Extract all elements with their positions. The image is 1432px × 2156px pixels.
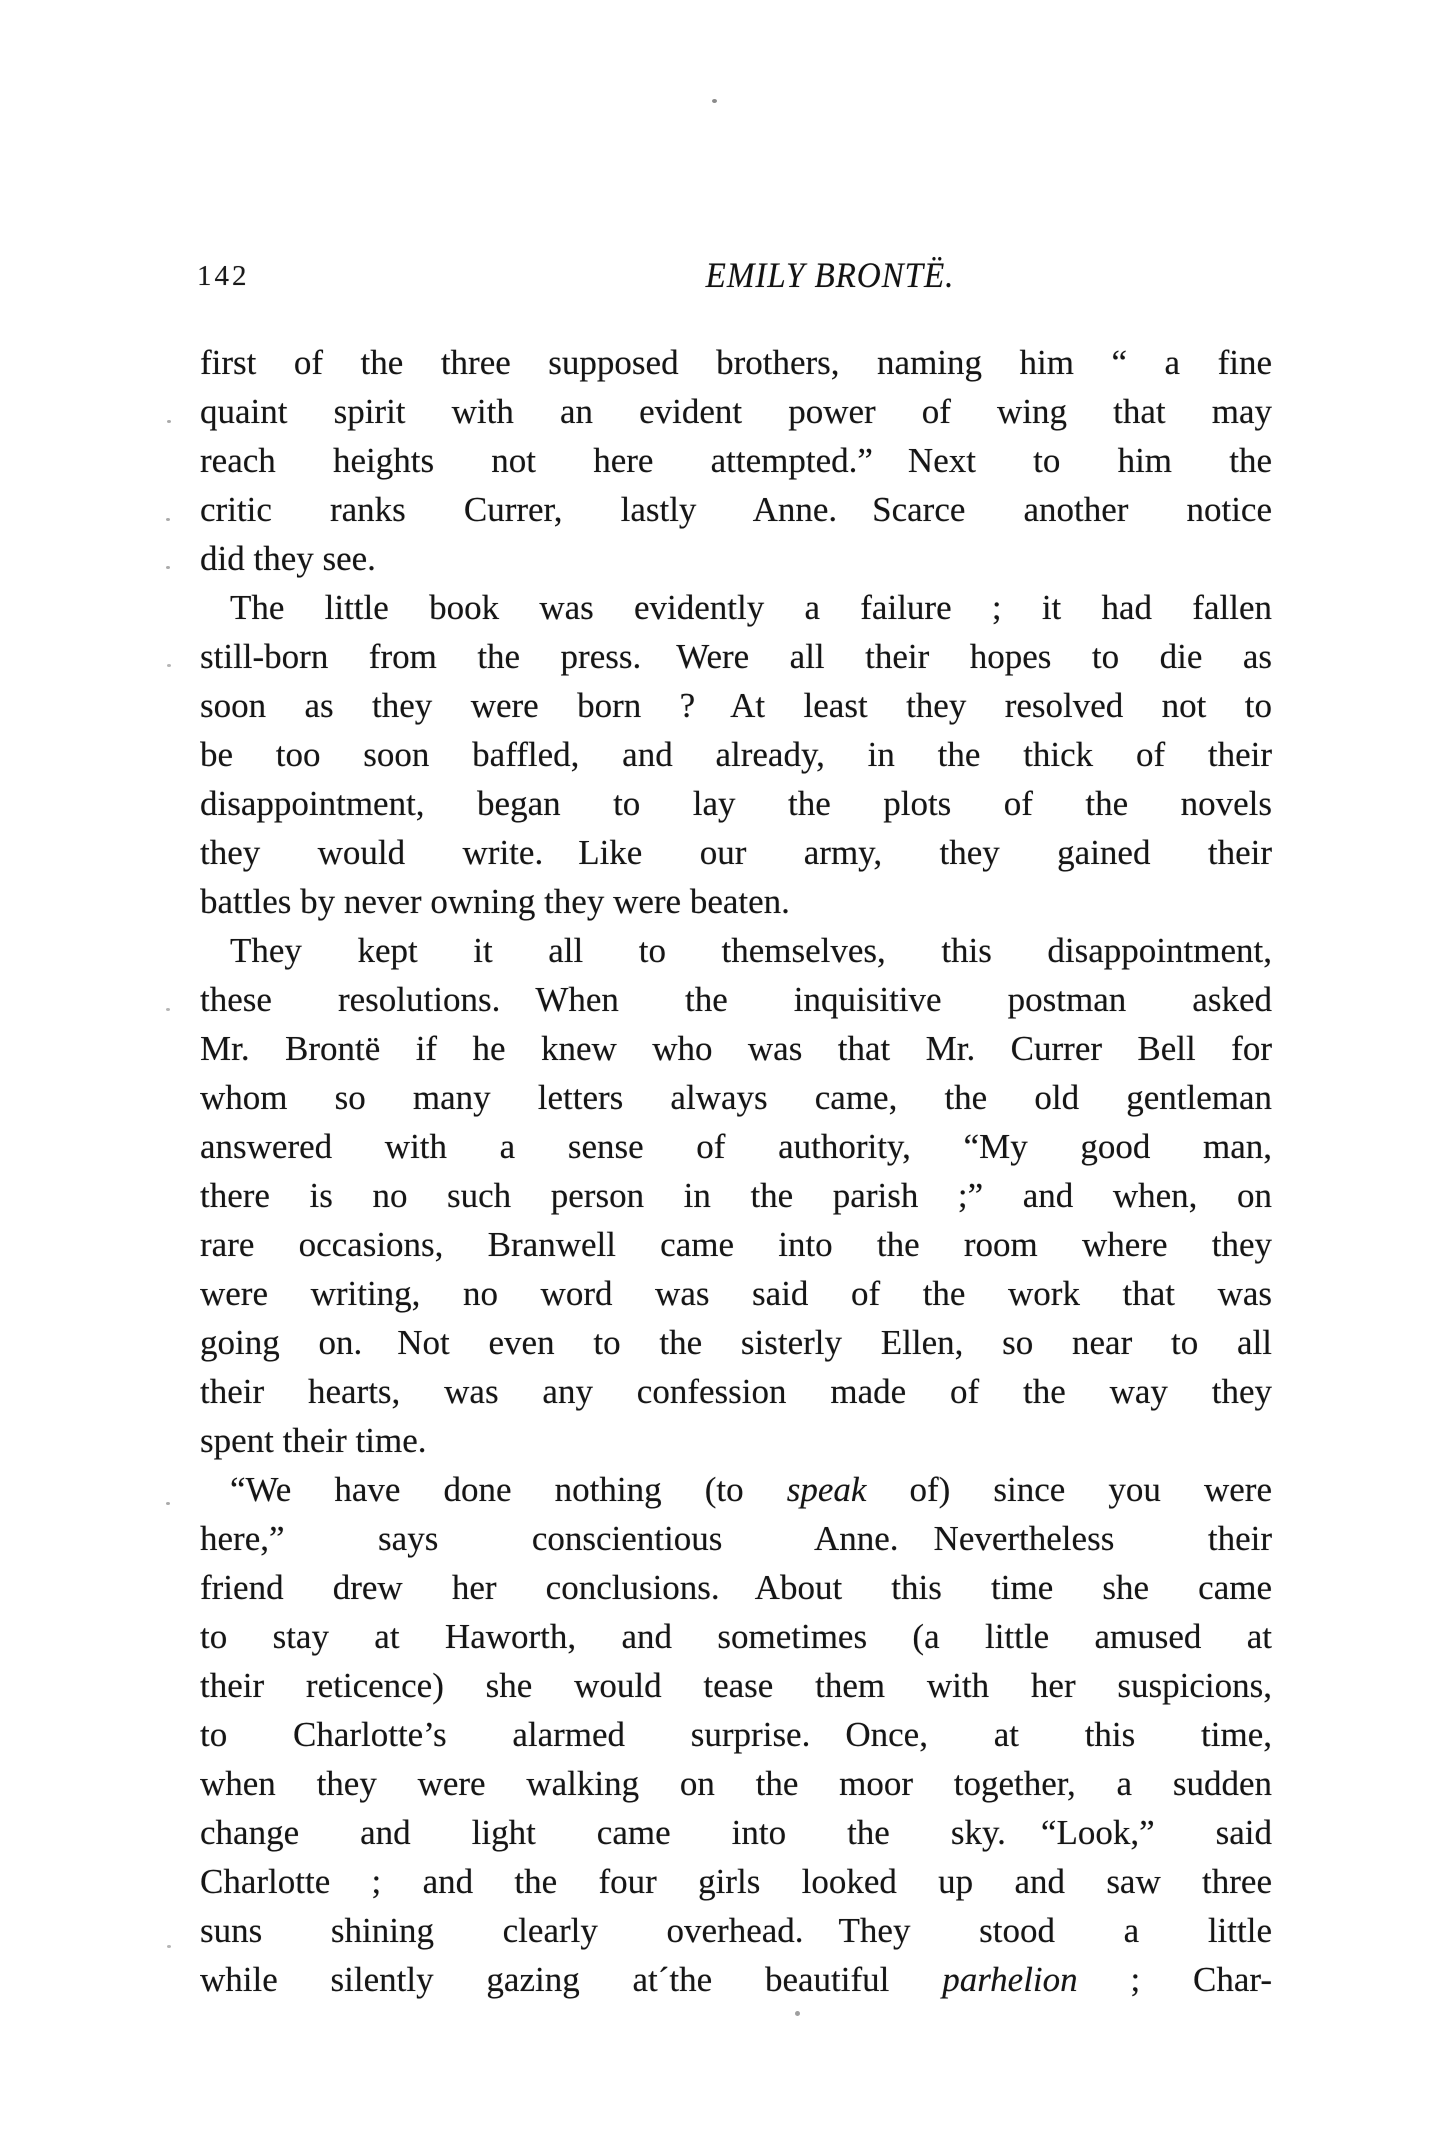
paragraph — [200, 338, 1272, 583]
text-line — [200, 877, 1272, 926]
text-line — [200, 926, 1272, 975]
text-line — [200, 1171, 1272, 1220]
text-run: while silently gazing at´the beautiful — [200, 1960, 943, 1999]
text-run: quaint spirit with an evident power of wing that may — [200, 392, 1272, 431]
text-line — [200, 1563, 1272, 1612]
text-line — [200, 1024, 1272, 1073]
page-text — [200, 338, 1272, 2004]
paragraph — [200, 1465, 1272, 2004]
text-run: Mr. Brontë if he knew who was that Mr. Currer Bell for — [200, 1029, 1272, 1068]
text-line — [200, 828, 1272, 877]
text-line — [200, 436, 1272, 485]
text-run: Charlotte ; and the four girls looked up and saw three — [200, 1862, 1272, 1901]
scan-speck — [166, 1008, 170, 1011]
running-title: EMILY BRONTË. — [705, 255, 955, 295]
scan-speck — [712, 99, 717, 103]
text-run: critic ranks Currer, lastly Anne. Scarce another notice — [200, 490, 1272, 529]
paragraph — [200, 583, 1272, 926]
text-run: of) since you were — [866, 1470, 1272, 1509]
text-line — [200, 1808, 1272, 1857]
text-run: they would write. Like our army, they gained their — [200, 833, 1272, 872]
text-line — [200, 1661, 1272, 1710]
scan-speck — [795, 2011, 800, 2016]
text-line — [200, 1612, 1272, 1661]
text-run: They kept it all to themselves, this disappointment, — [230, 931, 1272, 970]
page-number: 142 — [197, 260, 250, 292]
text-run: to stay at Haworth, and sometimes (a little amused at — [200, 1617, 1272, 1656]
text-run: answered with a sense of authority, “My good man, — [200, 1127, 1272, 1166]
text-run: friend drew her conclusions. About this time she came — [200, 1568, 1272, 1607]
text-line — [200, 1955, 1272, 2004]
text-line — [200, 730, 1272, 779]
text-run: whom so many letters always came, the old gentleman — [200, 1078, 1272, 1117]
text-run: their hearts, was any confession made of the way they — [200, 1372, 1272, 1411]
text-run: The little book was evidently a failure ; it had fallen — [230, 588, 1272, 627]
text-line — [200, 975, 1272, 1024]
text-run: soon as they were born ? At least they resolved not to — [200, 686, 1272, 725]
scan-speck — [166, 1502, 170, 1505]
text-run: rare occasions, Branwell came into the room where they — [200, 1225, 1272, 1264]
text-line — [200, 485, 1272, 534]
text-line — [200, 1514, 1272, 1563]
text-line — [200, 1318, 1272, 1367]
scan-speck — [167, 420, 171, 423]
text-run: when they were walking on the moor together, a sudden — [200, 1764, 1272, 1803]
text-run: there is no such person in the parish ;” and when, on — [200, 1176, 1272, 1215]
italic-text: parhelion — [942, 1960, 1078, 1999]
text-run: “We have done nothing (to — [230, 1470, 787, 1509]
scan-speck — [167, 1945, 171, 1948]
text-line — [200, 1759, 1272, 1808]
text-run: reach heights not here attempted.” Next to him the — [200, 441, 1272, 480]
text-line — [200, 632, 1272, 681]
text-line — [200, 583, 1272, 632]
text-run: change and light came into the sky. “Look,” said — [200, 1813, 1272, 1852]
scan-speck — [166, 566, 170, 569]
text-line — [200, 779, 1272, 828]
text-run: were writing, no word was said of the work that was — [200, 1274, 1272, 1313]
text-run: battles by never owning they were beaten. — [200, 882, 790, 921]
text-line — [200, 1906, 1272, 1955]
text-run: suns shining clearly overhead. They stood a little — [200, 1911, 1272, 1950]
scan-speck — [166, 518, 170, 521]
text-run: spent their time. — [200, 1421, 427, 1460]
text-run: their reticence) she would tease them with her suspicions, — [200, 1666, 1272, 1705]
text-line — [200, 1857, 1272, 1906]
text-line — [200, 1220, 1272, 1269]
text-run: first of the three supposed brothers, naming him “ a fine — [200, 343, 1272, 382]
text-line — [200, 1416, 1272, 1465]
text-line — [200, 1073, 1272, 1122]
text-run: ; Char- — [1077, 1960, 1272, 1999]
text-line — [200, 1367, 1272, 1416]
text-line — [200, 387, 1272, 436]
text-line — [200, 534, 1272, 583]
page-header — [0, 254, 1432, 300]
text-line — [200, 1122, 1272, 1171]
text-run: did they see. — [200, 539, 376, 578]
text-run: going on. Not even to the sisterly Ellen, so near to all — [200, 1323, 1272, 1362]
paragraph — [200, 926, 1272, 1465]
text-line — [200, 1710, 1272, 1759]
text-run: be too soon baffled, and already, in the thick of their — [200, 735, 1272, 774]
text-run: these resolutions. When the inquisitive postman asked — [200, 980, 1272, 1019]
italic-text: speak — [786, 1470, 867, 1509]
scan-speck — [167, 664, 171, 667]
text-run: still-born from the press. Were all their hopes to die as — [200, 637, 1272, 676]
text-run: here,” says conscientious Anne. Nevertheless their — [200, 1519, 1272, 1558]
text-run: to Charlotte’s alarmed surprise. Once, at this time, — [200, 1715, 1272, 1754]
text-run: disappointment, began to lay the plots of the novels — [200, 784, 1272, 823]
text-line — [200, 1269, 1272, 1318]
text-line — [200, 1465, 1272, 1514]
text-line — [200, 681, 1272, 730]
text-line — [200, 338, 1272, 387]
